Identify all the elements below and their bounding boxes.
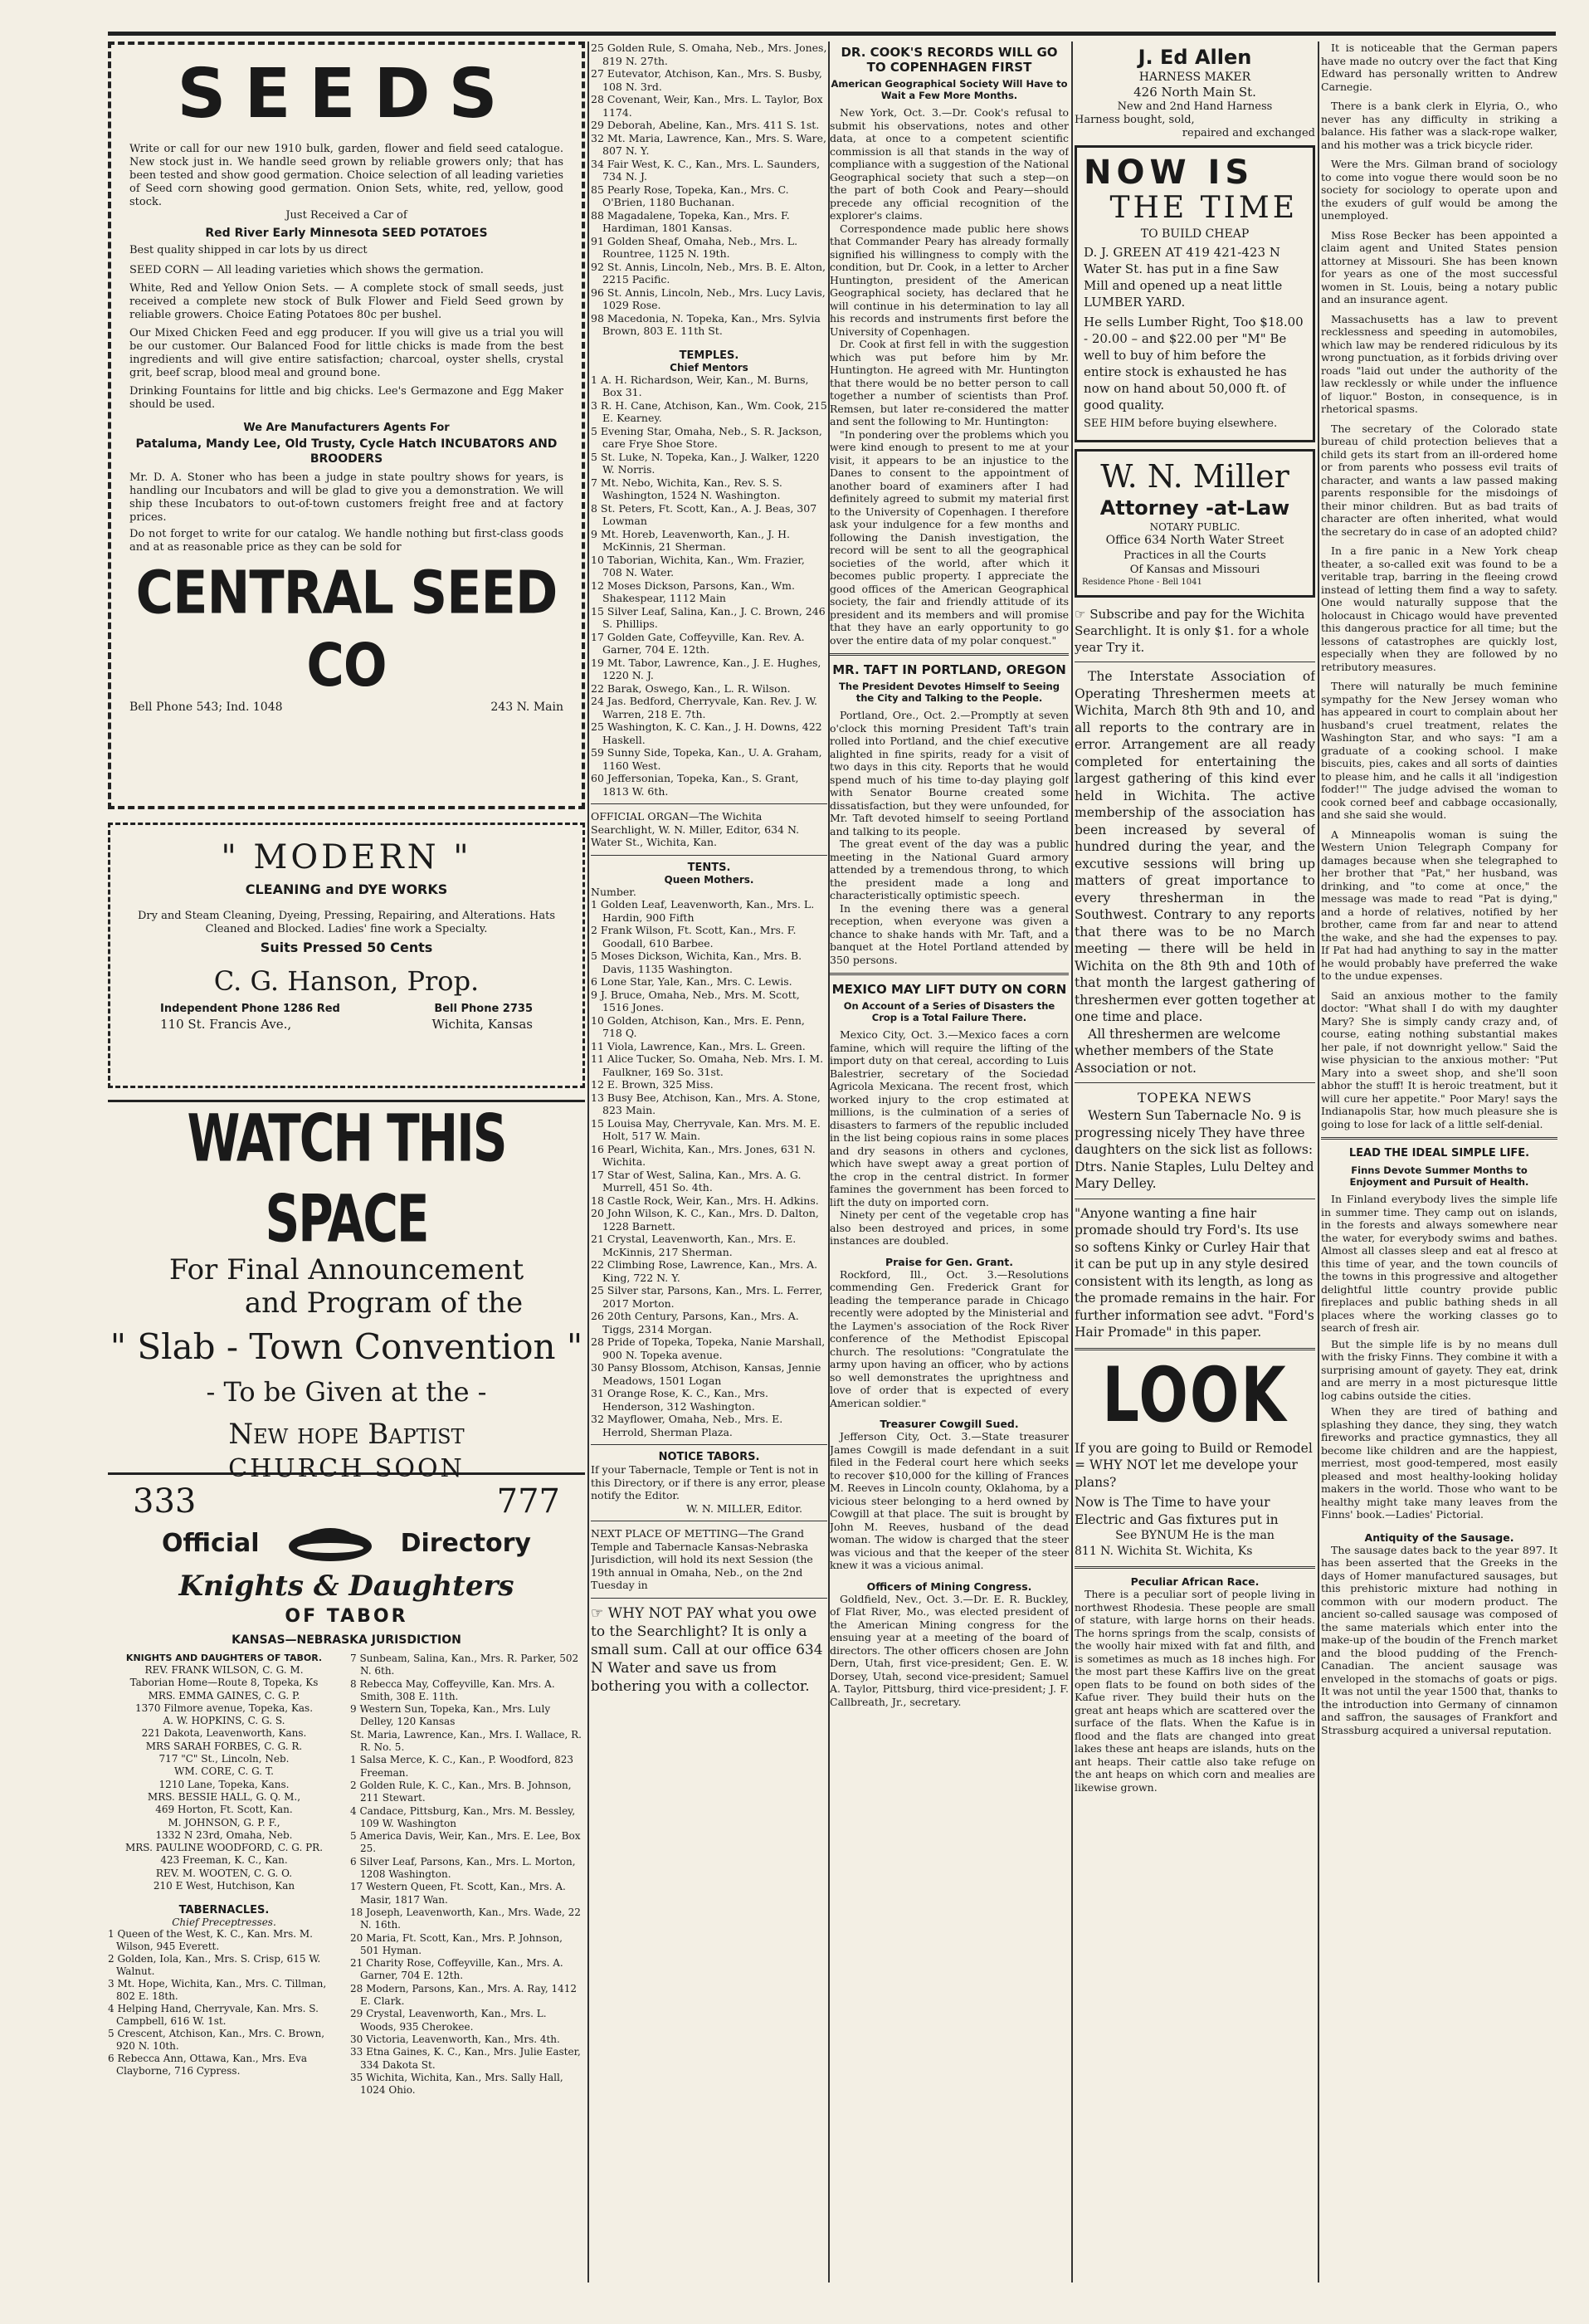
list-item: 1 Golden Leaf, Leavenworth, Kan., Mrs. L. Hardin, 900 Fifth xyxy=(591,898,815,924)
miller-title: Attorney -at-Law xyxy=(1099,496,1290,520)
cowgill-headline: Treasurer Cowgill Sued. xyxy=(880,1418,1019,1430)
list-item: 1 A. H. Richardson, Weir, Kan., M. Burns, Box 31. xyxy=(591,373,809,398)
list-item: 18 Joseph, Leavenworth, Kan., Mrs. Wade, 22 N. 16th. xyxy=(350,1906,581,1931)
list-item: 17 Western Queen, Ft. Scott, Kan., Mrs. A. Masir, 1817 Wan. xyxy=(350,1881,566,1906)
allen-name: J. Ed Allen xyxy=(1138,46,1252,69)
tabernacles-list xyxy=(108,1928,340,2077)
officer-line: REV. FRANK WILSON, C. G. M. xyxy=(144,1664,304,1676)
seeds-seed-corn: SEED CORN — All leading varieties which shows the germation. xyxy=(129,264,484,276)
now-body3: SEE HIM before buying elsewhere. xyxy=(1084,417,1278,430)
para-bank-clerk: There is a bank clerk in Elyria, O., who never has any difficulty in striking a balance. His father was a slack-rope walker, and his mother was a trick bicycle rider. xyxy=(1321,100,1557,151)
watch-line1: For Final Announcement xyxy=(168,1253,524,1286)
notice-body: If your Tabernacle, Temple or Tent is not in this Directory, or if there is any error, please notify the Editor. xyxy=(591,1463,826,1501)
list-item: 30 Victoria, Leavenworth, Kan., Mrs. 4th. xyxy=(350,2033,560,2045)
list-item: 92 St. Annis, Lincoln, Neb., Mrs. B. E. Alton, 2215 Pacific. xyxy=(591,260,826,286)
para-candy: Said an anxious mother to the family doctor: "What shall I do with my daughter Mary? She is simply candy crazy and, of course, eating nothing substantial makes her pale, if not downright yellow." Said the wise physician to the anxious mother: "Put Mary into a sweet shop, and she'll soon abhor the stuff! It is heroic treatment, but it will cure her appetite." Poor Mary! says the Indianapolis Star, how much pleasure she is going to lose for lack of a little self-denial. xyxy=(1321,989,1557,1130)
modern-suits: Suits Pressed 50 Cents xyxy=(260,940,433,955)
list-item: St. Maria, Lawrence, Kan., Mrs. I. Wallace, R. R. No. 5. xyxy=(350,1728,582,1754)
look-title: LOOK xyxy=(1102,1350,1288,1439)
list-item: 7 Mt. Nebo, Wichita, Kan., Rev. S. S. Washington, 1524 N. Washington. xyxy=(591,476,782,501)
column-1 xyxy=(108,42,585,2097)
article-paragraph: In the evening there was a general reception, when everyone was given a chance to shake hands with Mr. Taft, and a banquet at the Hotel Portland attended by 350 persons. xyxy=(830,901,1069,966)
look-body2: Now is The Time to have your Electric and Gas fixtures put in xyxy=(1075,1495,1279,1527)
sausage-head: Antiquity of the Sausage. xyxy=(1364,1531,1514,1544)
seeds-company: CENTRAL SEED CO xyxy=(135,557,558,701)
officer-line: 1210 Lane, Topeka, Kans. xyxy=(158,1778,290,1790)
officer-line: 469 Horton, Ft. Scott, Kan. xyxy=(155,1804,293,1816)
list-item: 2 Frank Wilson, Ft. Scott, Kan., Mrs. F. Goodall, 610 Barbee. xyxy=(591,924,797,950)
directory-title-left: Official xyxy=(162,1528,260,1558)
watch-line5: New hope Baptist xyxy=(228,1418,465,1451)
now-title1: NOW IS xyxy=(1084,154,1255,192)
list-item: 11 Viola, Lawrence, Kan., Mrs. L. Green. xyxy=(591,1039,806,1052)
list-item: 31 Orange Rose, K. C., Kan., Mrs. Henderson, 312 Washington. xyxy=(591,1387,768,1413)
para-becker: Miss Rose Becker has been appointed a claim agent and United States pension attorney at Missouri. She has been known for years as one of the most successful women in St. Louis, being a notary public and an insurance agent. xyxy=(1321,228,1557,305)
article-paragraph: Portland, Ore., Oct. 2.—Promptly at seven o'clock this morning President Taft's train rolled into Portland, and the chief executive alighted in fine spirits, ready for a visit of two days in this city. Reports that he would spend much of his time to-day playing golf with Senator Bourne created some dissatisfaction, but they were unfounded, for Mr. Taft devoted himself to seeing Portland and talking to its people. xyxy=(830,709,1069,837)
top-rule xyxy=(108,32,1556,36)
article-paragraph: Mexico City, Oct. 3.—Mexico faces a corn famine, which will require the lifting of the import duty on that cereal, according to Luis Balestrier, secretary of the Sociedad Agricola Mexicana. The recent frost, which worked injury to the crop estimated at millions, is the culmination of a series of disasters to farmers of the republic included in the list being copious rains in some places and dry seasons in others and cyclones, which have swept away a great portion of the crop in the central district. In former famines the government has been forced to lift the duty on imported corn. xyxy=(830,1028,1069,1208)
list-item: 96 St. Annis, Lincoln, Neb., Mrs. Lucy Lavis, 1029 Rose. xyxy=(591,286,826,311)
taft-subhead: The President Devotes Himself to Seeing the City and Talking to the People. xyxy=(839,681,1060,704)
list-item: 22 Climbing Rose, Lawrence, Kan., Mrs. A. King, 722 N. Y. xyxy=(591,1258,818,1284)
list-item: 21 Charity Rose, Coffeyville, Kan., Mrs. A. Garner, 704 E. 12th. xyxy=(350,1957,563,1982)
modern-phone-right: Bell Phone 2735 xyxy=(434,1003,533,1015)
allen-addr: 426 North Main St. xyxy=(1133,85,1256,100)
officer-line: MRS. EMMA GAINES, C. G. P. xyxy=(148,1689,300,1702)
seeds-potato-title: Red River Early Minnesota SEED POTATOES xyxy=(205,227,488,240)
taft-article xyxy=(830,709,1069,966)
seeds-stoner: Mr. D. A. Stoner who has been a judge in state poultry shows for years, is handling our Incubators and will be glad to give you a demonstration. We will ship these Incubators to out-of-town customers freight free and at factory prices. xyxy=(129,471,563,524)
list-item: 9 Western Sun, Topeka, Kan., Mrs. Luly Delley, 120 Kansas xyxy=(350,1703,551,1728)
officer-line: MRS. BESSIE HALL, G. Q. M., xyxy=(147,1790,301,1803)
mining-headline: Officers of Mining Congress. xyxy=(866,1579,1032,1593)
column-rule xyxy=(587,42,589,2282)
simple-life-sub: Finns Devote Summer Months to Enjoyment and Pursuit of Health. xyxy=(1349,1164,1529,1188)
list-item: 25 Golden Rule, S. Omaha, Neb., Mrs. Jones, 819 N. 27th. xyxy=(591,42,827,67)
look-body: If you are going to Build or Remodel = WHY NOT let me develope your plans? xyxy=(1075,1440,1313,1490)
list-item: 15 Louisa May, Cherryvale, Kan. Mrs. M. E. Holt, 517 W. Main. xyxy=(591,1116,821,1142)
sausage-body: The sausage dates back to the year 897. It has been asserted that the Greeks in the days of Homer manufactured sausages, but this prehistoric mixture had nothing in common with our modern product. The ancient so-called sausage was composed of the same materials which enter into the make-up of the boudin of the French market and the blood pudding of the French-Canadian. The ancient sausage was enveloped in the stomachs of goats or pigs. It was not until the year 1500 that, thanks to the introduction into Germany of cinnamon and saffron, the sausages of Frankfort and Strassburg acquired a universal reputation. xyxy=(1321,1543,1557,1736)
officer-line: M. JOHNSON, G. P. F., xyxy=(168,1816,280,1828)
list-item: 33 Etna Gaines, K. C., Kan., Mrs. Julie Easter, 334 Dakota St. xyxy=(350,2046,581,2071)
mexico-article xyxy=(830,1028,1069,1247)
list-item: 26 20th Century, Parsons, Kan., Mrs. A. Tiggs, 2314 Morgan. xyxy=(591,1310,799,1335)
miller-name: W. N. Miller xyxy=(1100,458,1289,495)
list-item: 5 Evening Star, Omaha, Neb., S. R. Jackson, care Frye Shoe Store. xyxy=(591,424,822,450)
notice-head: NOTICE TABORS. xyxy=(658,1451,760,1463)
modern-addr-right: Wichita, Kansas xyxy=(431,1017,533,1032)
tents-list xyxy=(591,898,827,1438)
allen-line3: repaired and exchanged xyxy=(1182,127,1315,139)
seeds-title: SEEDS xyxy=(177,55,516,134)
seeds-potato-line: Best quality shipped in car lots by us direct xyxy=(129,244,368,256)
thresher-article-2: All threshermen are welcome whether members of the State Association or not. xyxy=(1075,1026,1281,1076)
mexico-headline: MEXICO MAY LIFT DUTY ON CORN xyxy=(831,982,1067,997)
seeds-forget: Do not forget to write for our catalog. We handle nothing but first-class goods and at as reasonable price as they can be sold for xyxy=(129,528,563,554)
list-item: 7 Sunbeam, Salina, Kan., Mrs. R. Parker, 502 N. 6th. xyxy=(350,1653,579,1677)
list-item: 5 Crescent, Atchison, Kan., Mrs. C. Brown, 920 N. 10th. xyxy=(108,2028,325,2053)
list-item: 2 Golden, Iola, Kan., Mrs. S. Crisp, 615 W. Walnut. xyxy=(108,1953,321,1978)
list-item: 3 R. H. Cane, Atchison, Kan., Wm. Cook, 215 E. Kearney. xyxy=(591,398,827,424)
list-item: 91 Golden Sheaf, Omaha, Neb., Mrs. L. Rountree, 1125 N. 19th. xyxy=(591,234,798,260)
allen-ad xyxy=(1075,42,1315,145)
official-organ: OFFICIAL ORGAN—The Wichita Searchlight, W. N. Miller, Editor, 634 N. Water St., Wichita, Kan. xyxy=(591,810,800,848)
list-item: 20 Maria, Ft. Scott, Kan., Mrs. P. Johnson, 501 Hyman. xyxy=(350,1931,563,1956)
list-item: 35 Wichita, Wichita, Kan., Mrs. Sally Hall, 1024 Ohio. xyxy=(350,2071,563,2097)
list-item: 10 Golden, Atchison, Kan., Mrs. E. Penn, 718 Q. xyxy=(591,1013,805,1039)
officers-head: KNIGHTS AND DAUGHTERS OF TABOR. xyxy=(125,1653,323,1663)
officer-line: REV. M. WOOTEN, C. G. O. xyxy=(155,1867,293,1879)
article-paragraph: New York, Oct. 3.—Dr. Cook's refusal to submit his observations, notes and other data, at once to a competent scientific commission is all that stands in the way of compliance with a suggestion of the National Geographical society that such a step—on the part of both Cook and Peary—should precede any official recognition of the explorer's claims. xyxy=(830,106,1069,222)
officer-line: 221 Dakota, Leavenworth, Kans. xyxy=(141,1727,307,1740)
list-item: 16 Pearl, Wichita, Kan., Mrs. Jones, 631 N. Wichita. xyxy=(591,1142,816,1168)
seeds-onion-sets: White, Red and Yellow Onion Sets. — A complete stock of small seeds, just received a complete new stock of Bulk Flower and Field Seed grown by reliable growers. Choice Eating Potatoes 80c per bushel. xyxy=(129,282,563,321)
list-item: 27 Eutevator, Atchison, Kan., Mrs. S. Busby, 108 N. 3rd. xyxy=(591,67,822,93)
officer-line: 423 Freeman, K. C., Kan. xyxy=(160,1854,288,1867)
article-paragraph: Ninety per cent of the vegetable crop has also been destroyed and prices, in some instances are doubled. xyxy=(830,1208,1069,1247)
look-sig: See BYNUM He is the man xyxy=(1115,1529,1275,1542)
directory-org: Knights & Daughters xyxy=(178,1570,514,1603)
directory-num-right: 777 xyxy=(496,1482,560,1521)
list-item: 11 Alice Tucker, So. Omaha, Neb. Mrs. I. M. Faulkner, 169 So. 31st. xyxy=(591,1052,824,1078)
cook-article xyxy=(830,106,1069,647)
officer-line: Taborian Home—Route 8, Topeka, Ks xyxy=(129,1677,319,1689)
simple-life-head: LEAD THE IDEAL SIMPLE LIFE. xyxy=(1348,1147,1530,1160)
officer-line: WM. CORE, C. G. T. xyxy=(174,1765,274,1778)
list-item: 10 Taborian, Wichita, Kan., Wm. Frazier, 708 N. Water. xyxy=(591,553,805,579)
column-rule xyxy=(1318,42,1319,2282)
article-paragraph: "In pondering over the problems which you were kind enough to present to me at your visit, it appears to be an injustice to the Danes to consent to the appointment of another board of examiners after I had definitely agreed to submit my material first to the University of Copenhagen. I therefore ask your indulgence for a few months and following the Danish investigation, the record will be sent to all the geographical societies of the world, after which it becomes public property. I appreciate the good offices of the American Geographical society, the fair and friendly attitude of its president and its members and will promise that they have an early opportunity to go over the entire data of my polar conquest." xyxy=(830,427,1069,647)
seeds-car-line: Just Received a Car of xyxy=(285,209,407,222)
seeds-ad xyxy=(108,42,585,809)
article-paragraph: Dr. Cook at first fell in with the suggestion which was put before him by Mr. Huntington. He agreed with Mr. Huntington that there would be no better person to call together a number of scientists than Prof. Remsen, but later re-considered the matter and sent the following to Mr. Huntington: xyxy=(830,338,1069,427)
directory-num-left: 333 xyxy=(133,1482,197,1521)
list-item: 28 Modern, Parsons, Kan., Mrs. A. Ray, 1412 E. Clark. xyxy=(350,1982,578,2008)
thresher-article: The Interstate Association of Operating Threshermen meets at Wichita, March 8th 9th and 10, and all reports to the contrary are in error. Arrangement are all ready completed for entertaining the largest gathering of this kind ever held in Wichita. The active membership of the association has been increased by several of hundred during the year, and the excutive sessions will bring up matters of great importance to every thresherman in the Southwest. Contrary to any reports that there was to be no March meeting — there will be held in Wichita on the 8th 9th and 10th of that month the largest gathering of threshermen ever gotten together at one time and place. xyxy=(1075,669,1315,1024)
column-5 xyxy=(1321,42,1557,1736)
directory-section xyxy=(108,1472,585,2097)
allen-line2: Harness bought, sold, xyxy=(1075,114,1195,126)
list-item: 20 John Wilson, K. C., Kan., Mrs. D. Dalton, 1228 Barnett. xyxy=(591,1207,819,1233)
directory-right-col xyxy=(350,1653,584,2097)
topeka-body: Western Sun Tabernacle No. 9 is progressing nicely They have three daughters on the sick list as follows: Dtrs. Nanie Staples, Lulu Deltey and Mary Delley. xyxy=(1075,1108,1314,1191)
modern-phone-left: Independent Phone 1286 Red xyxy=(160,1003,340,1015)
tabernacles-sub: Chief Preceptresses. xyxy=(172,1916,276,1929)
directory-org2: OF TABOR xyxy=(285,1606,408,1627)
look-addr: 811 N. Wichita St. Wichita, Ks xyxy=(1075,1545,1253,1558)
temples-list xyxy=(591,374,827,798)
list-item: 28 Pride of Topeka, Topeka, Nanie Marshall, 900 N. Topeka avenue. xyxy=(591,1335,826,1361)
list-item: 8 Rebecca May, Coffeyville, Kan. Mrs. A. Smith, 308 E. 11th. xyxy=(350,1677,555,1702)
modern-owner: C. G. Hanson, Prop. xyxy=(213,965,480,997)
list-item: 6 Rebecca Ann, Ottawa, Kan., Mrs. Eva Clayborne, 716 Cypress. xyxy=(108,2053,308,2077)
miller-phone: Residence Phone - Bell 1041 xyxy=(1082,578,1202,587)
officer-line: 717 "C" St., Lincoln, Neb. xyxy=(158,1753,290,1765)
next-meeting: NEXT PLACE OF METTING—The Grand Temple and Tabernacle Kansas-Nebraska Jurisdiction, will hold its next Session (the 19th annual in Omaha, Neb., on the 2nd Tuesday in xyxy=(591,1527,813,1591)
seeds-address: 243 N. Main xyxy=(490,701,563,714)
list-item: 9 J. Bruce, Omaha, Neb., Mrs. M. Scott, 1516 Jones. xyxy=(591,988,800,1013)
list-item: 1 Queen of the West, K. C., Kan. Mrs. M. Wilson, 945 Everett. xyxy=(108,1928,313,1953)
officer-line: 210 E West, Hutchison, Kan xyxy=(153,1880,295,1892)
modern-title: " MODERN " xyxy=(221,838,472,876)
african-body: There is a peculiar sort of people living in northwest Rhodesia. These people are small of stature, with large horns on their heads. The horns springs from the scalp, consists of the woolly hair mixed with fat and filth, and is sometimes as much as 18 inches high. For the most part these Kaffirs live on the great open flats to be found on both sides of the Kafue river. They build their huts on the great ant heaps which are scattered over the surface of the flats. When the Kafue is in flood and the flats are changed into great lakes these ant heaps are islands, huts on the ant heaps. Their cattle also take refuge on the ant heaps on which corn and mealies are likewise grown. xyxy=(1075,1588,1315,1794)
list-item: 5 Moses Dickson, Wichita, Kan., Mrs. B. Davis, 1135 Washington. xyxy=(591,950,802,975)
list-item: 19 Mt. Tabor, Lawrence, Kan., J. E. Hughes, 1220 N. J. xyxy=(591,656,821,681)
list-item: 4 Candace, Pittsburg, Kan., Mrs. M. Bessley, 109 W. Washington xyxy=(350,1804,576,1829)
list-item: 9 Mt. Horeb, Leavenworth, Kan., J. H. McKinnis, 21 Sherman. xyxy=(591,527,790,553)
watch-ad xyxy=(108,1100,585,1483)
allen-trade: HARNESS MAKER xyxy=(1138,71,1251,84)
simple-life-body: In Finland everybody lives the simple life in summer time. They camp out on islands, in the forests and always somewhere near the water, for everybody swims and bathes. Almost all classes sleep and eat al fresco at this time of year, and the town councils of the towns in this progressive and altogether delightful little country provide public fireplaces and public bathing sheds in all places where the working classes go to search of fresh air. xyxy=(1321,1193,1557,1334)
list-item: 32 Mt. Maria, Lawrence, Kan., Mrs. S. Ware, 807 N. Y. xyxy=(591,131,827,157)
officer-line: 1370 Filmore avenue, Topeka, Kas. xyxy=(134,1702,314,1714)
list-item: 22 Barak, Oswego, Kan., L. R. Wilson. xyxy=(591,681,791,695)
mexico-subhead: On Account of a Series of Disasters the Crop is a Total Failure There. xyxy=(843,1000,1055,1023)
directory-jurisdiction: KANSAS—NEBRASKA JURISDICTION xyxy=(232,1633,461,1647)
now-sub: TO BUILD CHEAP xyxy=(1140,227,1250,241)
list-item: 2 Golden Rule, K. C., Kan., Mrs. B. Johnson, 211 Stewart. xyxy=(350,1779,572,1804)
list-item: 6 Silver Leaf, Parsons, Kan., Mrs. L. Morton, 1208 Washington. xyxy=(350,1855,576,1881)
list-item: 17 Star of West, Salina, Kan., Mrs. A. G. Murrell, 451 So. 4th. xyxy=(591,1168,802,1194)
list-item: 85 Pearly Rose, Topeka, Kan., Mrs. C. O'Brien, 1180 Buchanan. xyxy=(591,183,789,208)
para-gilman: Were the Mrs. Gilman brand of sociology to come into vogue there would soon be no society for sociology to operate upon and the exuders of gulf would be among the unemployed. xyxy=(1321,158,1557,222)
list-item: 5 St. Luke, N. Topeka, Kan., J. Walker, 1220 W. Norris. xyxy=(591,450,820,476)
list-item: 4 Helping Hand, Cherryvale, Kan. Mrs. S. Campbell, 616 W. 1st. xyxy=(108,2003,319,2028)
cowgill-article: Jefferson City, Oct. 3.—State treasurer James Cowgill is made defendant in a suit filed in the Federal court here which seeks to recover $10,000 for the killing of Frances M. Reeves in Lincoln county, Oklahoma, by a vicious steer belonging to a herd owned by Cowgill at that place. The suit is brought by John M. Reeves, husband of the dead woman. The widow is charged that the steer was vicious and that the keeper of the steer knew it was a vicious animal. xyxy=(830,1430,1069,1571)
article-paragraph: The great event of the day was a public meeting in the National Guard armory attended by a tremendous throng, to which the president made a long and characteristically optimistic speech. xyxy=(830,837,1069,901)
officer-line: MRS. PAULINE WOODFORD, C. G. PR. xyxy=(124,1842,324,1854)
miller-ad xyxy=(1075,449,1315,598)
seeds-intro: Write or call for our new 1910 bulk, garden, flower and field seed catalogue. New stock just in. We handle seed grown by reliable growers only; that has been tested and show good germation. Choice selection of all leading varieties of Seed corn showing good germation. Onion Sets, white, red, yellow, good stock. xyxy=(129,143,563,208)
taft-headline: MR. TAFT IN PORTLAND, OREGON xyxy=(832,662,1066,677)
now-is-time-ad xyxy=(1075,145,1315,442)
list-item: 29 Crystal, Leavenworth, Kan., Mrs. L. Woods, 935 Cherokee. xyxy=(350,2008,547,2033)
list-item: 25 Washington, K. C. Kan., J. H. Downs, 422 Haskell. xyxy=(591,720,822,746)
list-item: 1 Salsa Merce, K. C., Kan., P. Woodford, 823 Freeman. xyxy=(350,1754,573,1779)
list-item: 25 Silver star, Parsons, Kan., Mrs. L. Ferrer, 2017 Morton. xyxy=(591,1284,823,1310)
para-carnegie: It is noticeable that the German papers have made no outcry over the fact that King Edward has personally written to Andrew Carnegie. xyxy=(1321,42,1557,93)
seeds-phone: Bell Phone 543; Ind. 1048 xyxy=(129,701,283,714)
column-2 xyxy=(591,42,827,1696)
now-body: D. J. GREEN AT 419 421-423 N Water St. has put in a fine Saw Mill and opened up a neat little LUMBER YARD. xyxy=(1084,245,1283,310)
list-item: 32 Mayflower, Omaha, Neb., Mrs. E. Herrold, Sherman Plaza. xyxy=(591,1413,783,1438)
officer-line: A. W. HOPKINS, C. G. S. xyxy=(163,1715,285,1727)
why-not-pay: ☞ WHY NOT PAY what you owe to the Searchlight? It is only a small sum. Call at our office 634 N Water and save us from bothering you with a collector. xyxy=(591,1604,823,1695)
tabernacles-head: TABERNACLES. xyxy=(178,1904,270,1917)
officers-list xyxy=(108,1664,340,1892)
seeds-fountains: Drinking Fountains for little and big chicks. Lee's Germazone and Egg Maker should be used. xyxy=(129,385,563,411)
directory-left-col xyxy=(108,1653,340,2097)
para-colorado: The secretary of the Colorado state bureau of child protection believes that a child gets its start from an ill-ordered home or from parents who possess evil traits of character, and wants a law passed making parents responsible for the misdoings of their minor children. But as bad traits of character are often inherited, what would the secretary do in case of an adopted child? xyxy=(1321,422,1557,538)
grant-article: Rockford, Ill., Oct. 3.—Resolutions commending Gen. Frederick Grant for leading the temperance parade in Chicago recently were adopted by the Ministerial and the Laymen's association of the Rock River conference of the Methodist Episcopal church. The resolutions: "Congratulate the army upon having an officer, who by actions so well demonstrates the uprightness and love of order that is expected of every American soldier." xyxy=(830,1267,1069,1409)
promade-ad: "Anyone wanting a fine hair promade should try Ford's. Its use so softens Kinky or Curley Hair that it can be put up in any style desired consistent with its length, as long as the promade remains in the hair. For further information see advt. "Ford's Hair Promade" in this paper. xyxy=(1075,1205,1315,1340)
temples-sub: Chief Mentors xyxy=(670,361,748,374)
list-item: 8 St. Peters, Ft. Scott, Kan., A. J. Beas, 307 Lowman xyxy=(591,501,817,527)
modern-body: Dry and Steam Cleaning, Dyeing, Pressing, Repairing, and Alterations. Hats Cleaned and Blocked. Ladies' fine work a Specialty. xyxy=(137,910,555,935)
seeds-chicken-feed: Our Mixed Chicken Feed and egg producer. If you will give us a trial you will be our customer. Our Balanced Food for little chicks is made from the best ingredients and will give entire satisfaction; charcoal, oyster shells, crystal grit, beef scrap, blood meal and ground bone. xyxy=(129,327,563,379)
temples-head: TEMPLES. xyxy=(679,349,739,362)
list-item: 34 Fair West, K. C., Kan., Mrs. L. Saunders, 734 N. J. xyxy=(591,157,821,183)
grant-headline: Praise for Gen. Grant. xyxy=(885,1255,1014,1268)
look-ad xyxy=(1075,1350,1315,1560)
modern-addr-left: 110 St. Francis Ave., xyxy=(160,1017,292,1032)
watch-line4: - To be Given at the - xyxy=(206,1376,487,1408)
para-fire-panic: In a fire panic in a New York cheap theater, a so-called exit was found to be a veritable trap, barring in the fleeing crowd instead of letting them find a way to safety. One would naturally suppose that the holocaust in Chicago would have prevented this dangerous practice for all time; but the lessons of catastrophes are quickly lost, especially when they are followed by no retributory measures. xyxy=(1321,544,1557,673)
list-item: 59 Sunny Side, Topeka, Kan., U. A. Graham, 1160 West. xyxy=(591,746,822,772)
list-item: 24 Jas. Bedford, Cherryvale, Kan. Rev. J. W. Warren, 218 E. 7th. xyxy=(591,695,817,720)
watch-line3: " Slab - Town Convention " xyxy=(110,1326,583,1367)
list-item: 29 Deborah, Abeline, Kan., Mrs. 411 S. 1st. xyxy=(591,119,820,131)
column-3 xyxy=(830,42,1069,1708)
miller-office: Office 634 North Water Street xyxy=(1105,534,1284,547)
tents-num: Number. xyxy=(591,885,636,898)
simple-life-body2: But the simple life is by no means dull with the frisky Finns. They combine it with a surprising amount of gayety. They eat, drink and are merry in a most picturesque little log cabins outside the cities. xyxy=(1321,1337,1557,1402)
now-body2: He sells Lumber Right, Too $18.00 - 20.00 – and $22.00 per "M" Be well to buy of him before the entire stock is exhausted he has now on hand about 50,000 ft. of good quality. xyxy=(1084,315,1304,413)
cook-subhead: American Geographical Society Will Have to Wait a Few More Months. xyxy=(831,78,1068,101)
tents-sub: Queen Mothers. xyxy=(664,873,754,886)
list-item: 30 Pansy Blossom, Atchison, Kansas, Jennie Meadows, 1501 Logan xyxy=(591,1361,821,1387)
notice-sig: W. N. MILLER, Editor. xyxy=(686,1501,802,1515)
simple-life-body3: When they are tired of bathing and splashing they dance, they sing, they watch fireworks and practice gymnastics, they all become like children and are the happiest, merriest, most good-tempered, most easily pleased and most healthy-looking holiday makers in the world. Those who want to be healthy might take many leaves from the Finns' book.—Ladies' Pictorial. xyxy=(1321,1405,1557,1521)
subscribe-notice: ☞ Subscribe and pay for the Wichita Searchlight. It is only $1. for a whole year Try it. xyxy=(1075,607,1309,655)
list-item: 60 Jeffersonian, Topeka, Kan., S. Grant, 1813 W. 6th. xyxy=(591,772,799,798)
para-massachusetts: Massachusetts has a law to prevent recklessness and speeding in automobiles, which law may be rendered ridiculous by its wrong punctuation, as it forbids driving over roads "laid out under the authority of the law recklessly or while under the influence of liquor." Boston, in consequence, is in rhetorical spasms. xyxy=(1321,312,1557,415)
directory-title-right: Directory xyxy=(400,1528,531,1558)
para-minneapolis: A Minneapolis woman is suing the Western Union Telegraph Company for damages because when she telegraphed to her brother that "Pat," her husband, was drinking, and "to come at once," the message was made to read "Pat is dying," and a horde of relatives, notified by her brother, came from far and near to attend the wake, and she had the expenses to pay. If Pat had had anything to say in the matter he would probably have preferred the wake to the undue expenses. xyxy=(1321,828,1557,982)
topeka-head: TOPEKA NEWS xyxy=(1137,1090,1253,1106)
list-item: 98 Macedonia, N. Topeka, Kan., Mrs. Sylvia Brown, 803 E. 11th St. xyxy=(591,311,821,337)
miller-states: Of Kansas and Missouri xyxy=(1129,564,1260,576)
list-item: 5 America Davis, Weir, Kan., Mrs. E. Lee, Box 25. xyxy=(350,1830,581,1855)
officer-line: MRS SARAH FORBES, C. G. R. xyxy=(145,1740,303,1752)
article-paragraph: Correspondence made public here shows that Commander Peary has already formally signified his willingness to comply with the condition, but Dr. Cook, in a letter to Archer Huntington, president of the American Geographical society, has declared that he will continue in his determination to lay all his records and instruments first before the University of Copenhagen. xyxy=(830,222,1069,338)
modern-ad xyxy=(108,823,585,1088)
watch-line6: CHURCH SOON xyxy=(228,1454,465,1483)
list-item: 21 Crystal, Leavenworth, Kan., Mrs. E. McKinnis, 217 Sherman. xyxy=(591,1233,797,1258)
mining-article: Goldfield, Nev., Oct. 3.—Dr. E. R. Buckley, of Flat River, Mo., was elected president of the American Mining congress for the ensuing year at a meeting of the board of directors. The other officers chosen are John Dern, Utah, first vice-president; Gen. E. W. Dorsey, Utah, second vice-president; Samuel A. Taylor, Pittsburg, third vice-president; J. F. Callbreath, Jr., secretary. xyxy=(830,1592,1069,1708)
list-item: 17 Golden Gate, Coffeyville, Kan. Rev. A. Garner, 704 E. 12th. xyxy=(591,630,805,656)
seeds-agents-title: We Are Manufacturers Agents For xyxy=(243,422,450,434)
column-4 xyxy=(1075,42,1315,1794)
now-title2: THE TIME xyxy=(1109,191,1298,225)
list-item: 12 Moses Dickson, Parsons, Kan., Wm. Shakespear, 1112 Main xyxy=(591,579,796,604)
column-rule xyxy=(1071,42,1073,2282)
list-item: 15 Silver Leaf, Salina, Kan., J. C. Brown, 246 S. Phillips. xyxy=(591,604,826,630)
watch-line2: and Program of the xyxy=(244,1286,524,1320)
officer-line: 1332 N 23rd, Omaha, Neb. xyxy=(155,1828,293,1841)
list-item: 6 Lone Star, Yale, Kan., Mrs. C. Lewis. xyxy=(591,975,792,988)
para-new-jersey: There will naturally be much feminine sympathy for the New Jersey woman who has appeared in court to complain about her husband's cruel treatment, relates the Washington Star, and who says: "I am a graduate of a cooking school. I make biscuits, pies, cakes and all sorts of dainties to please him, and he calls it all 'indigestion fodder!'" The judge advised the woman to cook corned beef and cabbage occasionally, and she said she would. xyxy=(1321,680,1557,821)
tabernacle-list-cont xyxy=(591,42,827,338)
tents-head: TENTS. xyxy=(687,861,731,874)
miller-courts: Practices in all the Courts xyxy=(1124,549,1266,562)
watch-title: WATCH THIS SPACE xyxy=(187,1100,506,1257)
list-item: 13 Busy Bee, Atchison, Kan., Mrs. A. Stone, 823 Main. xyxy=(591,1091,821,1116)
seeds-agents-names: Pataluma, Mandy Lee, Old Trusty, Cycle Hatch INCUBATORS AND BROODERS xyxy=(135,437,558,466)
modern-subtitle: CLEANING and DYE WORKS xyxy=(245,881,448,897)
cook-headline: DR. COOK'S RECORDS WILL GO TO COPENHAGEN FIRST xyxy=(841,45,1058,75)
crown-emblem-icon xyxy=(285,1521,376,1565)
african-head: Peculiar African Race. xyxy=(1130,1575,1260,1588)
list-item: 28 Covenant, Weir, Kan., Mrs. L. Taylor, Box 1174. xyxy=(591,93,823,119)
allen-line1: New and 2nd Hand Harness xyxy=(1117,100,1273,113)
list-item: 12 E. Brown, 325 Miss. xyxy=(591,1078,714,1091)
list-item: 3 Mt. Hope, Wichita, Kan., Mrs. C. Tillman, 802 E. 18th. xyxy=(108,1978,327,2003)
list-item: 88 Magadalene, Topeka, Kan., Mrs. F. Hardiman, 1801 Kansas. xyxy=(591,208,790,234)
list-item: 18 Castle Rock, Weir, Kan., Mrs. H. Adkins. xyxy=(591,1194,819,1207)
miller-notary: NOTARY PUBLIC. xyxy=(1149,521,1240,533)
